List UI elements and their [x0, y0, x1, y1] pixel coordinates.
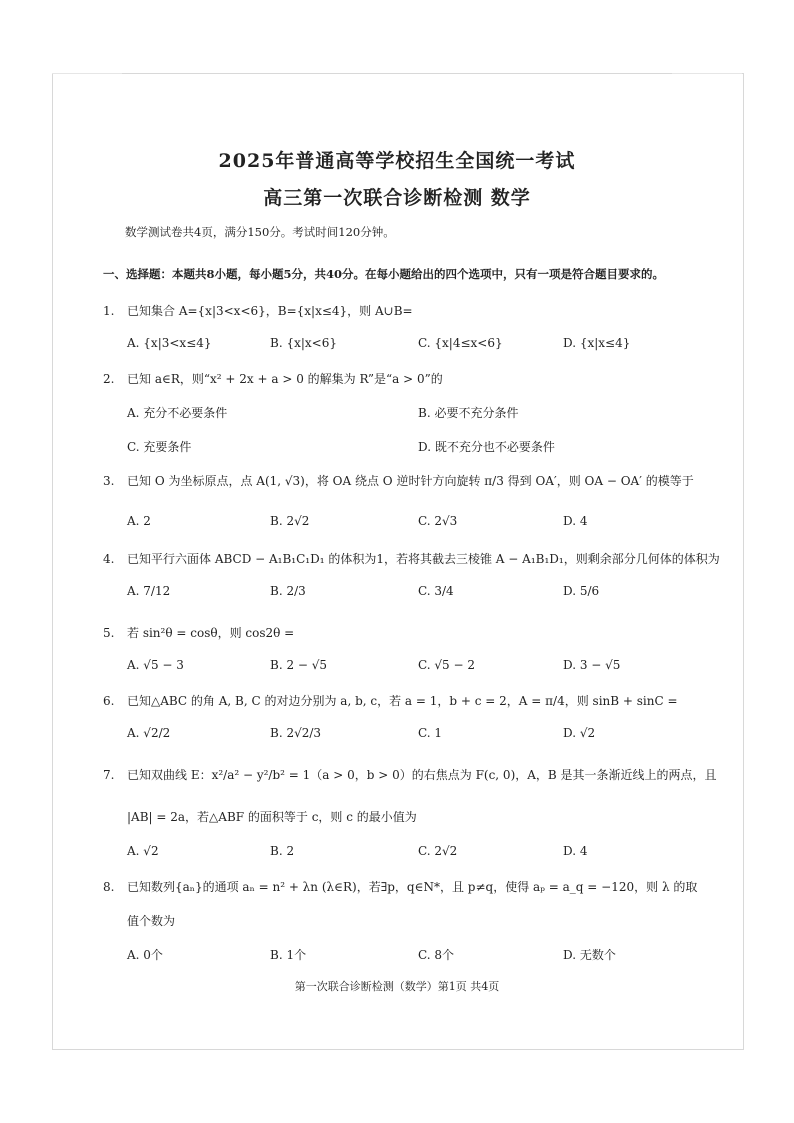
- option-d: D. 5/6: [563, 584, 600, 598]
- option-a: A. √2/2: [127, 726, 171, 740]
- question-stem: 已知数列{aₙ}的通项 aₙ = n² + λn (λ∈R)，若∃p，q∈N*，且 p≠q，使得 aₚ = a_q = −120，则 λ 的取: [127, 880, 698, 894]
- question-3: [103, 472, 694, 489]
- question-stem: 已知 a∈R，则“x² + 2x + a > 0 的解集为 R”是“a > 0”的: [127, 372, 443, 386]
- exam-subtitle: 高三第一次联合诊断检测 数学: [263, 187, 531, 209]
- question-7-continued: |AB| = 2a，若△ABF 的面积等于 c，则 c 的最小值为: [127, 810, 417, 824]
- option-b: B. 必要不充分条件: [418, 406, 519, 420]
- option-c: C. 2√3: [418, 514, 458, 528]
- option-b: B. 2 − √5: [270, 658, 328, 672]
- option-c: C. 充要条件: [127, 440, 192, 454]
- question-number: 3.: [103, 474, 115, 488]
- option-d: D. 4: [563, 844, 588, 858]
- option-a: A. {x|3<x≤4}: [127, 336, 212, 350]
- section-heading: 一、选择题：本题共8小题，每小题5分，共40分。在每小题给出的四个选项中，只有一项是符合题目要求的。: [103, 267, 665, 281]
- option-d: D. 3 − √5: [563, 658, 621, 672]
- question-stem: 已知平行六面体 ABCD − A₁B₁C₁D₁ 的体积为1，若将其截去三棱锥 A − A₁B₁D₁，则剩余部分几何体的体积为: [127, 552, 720, 566]
- option-b: B. 2√2/3: [270, 726, 322, 740]
- option-d: D. 既不充分也不必要条件: [418, 440, 555, 454]
- question-5: [103, 624, 294, 641]
- option-b: B. 2√2: [270, 514, 310, 528]
- question-number: 1.: [103, 304, 115, 318]
- option-b: B. 1个: [270, 948, 307, 962]
- option-a: A. √2: [127, 844, 159, 858]
- option-b: B. 2: [270, 844, 295, 858]
- option-d: D. 无数个: [563, 948, 616, 962]
- page-footer: 第一次联合诊断检测（数学）第1页 共4页: [294, 980, 500, 993]
- option-c: C. 1: [418, 726, 443, 740]
- crop-mark: [52, 73, 122, 74]
- question-2: [103, 370, 443, 387]
- question-4: [103, 550, 720, 567]
- question-number: 2.: [103, 372, 115, 386]
- option-c: C. 8个: [418, 948, 455, 962]
- question-8-continued: 值个数为: [127, 914, 176, 928]
- question-stem: 已知双曲线 E：x²/a² − y²/b² = 1（a > 0，b > 0）的右焦点为 F(c, 0)，A，B 是其一条渐近线上的两点，且: [127, 768, 717, 782]
- question-8: [103, 878, 697, 895]
- option-d: D. 4: [563, 514, 588, 528]
- question-number: 4.: [103, 552, 115, 566]
- option-d: D. √2: [563, 726, 596, 740]
- question-number: 5.: [103, 626, 115, 640]
- question-number: 6.: [103, 694, 115, 708]
- question-number: 8.: [103, 880, 115, 894]
- crop-mark: [672, 73, 742, 74]
- option-a: A. 7/12: [127, 584, 171, 598]
- option-c: C. {x|4≤x<6}: [418, 336, 503, 350]
- question-stem: 已知集合 A={x|3<x<6}，B={x|x≤4}，则 A∪B=: [127, 304, 413, 318]
- option-a: A. 2: [127, 514, 151, 528]
- question-6: [103, 692, 678, 709]
- option-d: D. {x|x≤4}: [563, 336, 631, 350]
- exam-intro: 数学测试卷共4页，满分150分。考试时间120分钟。: [125, 225, 395, 239]
- option-b: B. 2/3: [270, 584, 306, 598]
- option-a: A. 0个: [127, 948, 163, 962]
- question-number: 7.: [103, 768, 115, 782]
- option-a: A. 充分不必要条件: [127, 406, 228, 420]
- option-a: A. √5 − 3: [127, 658, 184, 672]
- question-7: [103, 766, 717, 783]
- question-stem: 已知 O 为坐标原点，点 A(1, √3)，将 OA 绕点 O 逆时针方向旋转 π/3 得到 OA′，则 OA − OA′ 的模等于: [127, 474, 694, 488]
- option-c: C. 3/4: [418, 584, 454, 598]
- question-stem: 已知△ABC 的角 A, B, C 的对边分别为 a, b, c，若 a = 1，b + c = 2，A = π/4，则 sinB + sinC =: [127, 694, 678, 708]
- exam-title: 2025年普通高等学校招生全国统一考试: [218, 150, 576, 172]
- question-stem: 若 sin²θ = cosθ，则 cos2θ =: [127, 626, 295, 640]
- option-b: B. {x|x<6}: [270, 336, 337, 350]
- option-c: C. √5 − 2: [418, 658, 475, 672]
- option-c: C. 2√2: [418, 844, 458, 858]
- question-1: [103, 302, 413, 319]
